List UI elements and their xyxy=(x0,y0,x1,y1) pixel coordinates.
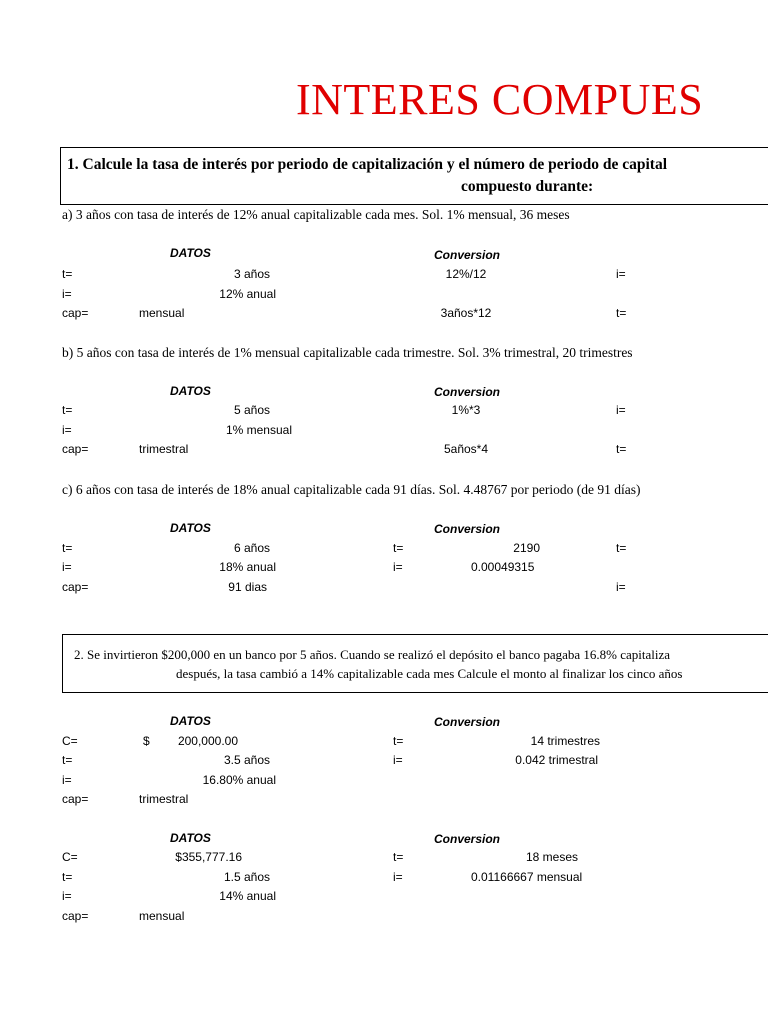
result-t-label-a: t= xyxy=(616,306,627,320)
datos-label-c: DATOS xyxy=(170,521,211,535)
i-label-c: i= xyxy=(62,560,72,574)
cap-value-b: trimestral xyxy=(139,442,189,456)
cap-label-b: cap= xyxy=(62,442,89,456)
i-value-2a: 16.80% anual xyxy=(202,773,276,787)
i-value-a: 12% anual xyxy=(219,287,276,301)
i-label-b: i= xyxy=(62,423,72,437)
result-t-label-c: t= xyxy=(616,541,627,555)
i-value-b: 1% mensual xyxy=(225,423,292,437)
problem-2-line-2: después, la tasa cambió a 14% capitalizable cada mes Calcule el monto al finalizar los cinco años xyxy=(176,666,683,681)
conv-t-label-c: t= xyxy=(393,541,404,555)
result-i-label-b: i= xyxy=(616,403,626,417)
result-t-label-b: t= xyxy=(616,442,627,456)
cap-value-2a: trimestral xyxy=(139,792,189,806)
problem-2-box xyxy=(62,634,768,693)
problem-1-line-2: compuesto durante: xyxy=(461,178,594,195)
conv-t-label-2b: t= xyxy=(393,850,404,864)
conversion-label-b: Conversion xyxy=(434,385,501,399)
t-value-a: 3 años xyxy=(233,267,270,281)
conversion-label-a: Conversion xyxy=(434,248,501,262)
conversion-rate-a: 12%/12 xyxy=(445,267,487,281)
conversion-rate-b: 1%*3 xyxy=(451,403,481,417)
conv-i-label-2b: i= xyxy=(393,870,403,884)
t-label-a: t= xyxy=(62,267,73,281)
conversion-label-2b: Conversion xyxy=(434,832,501,846)
cap-label-a: cap= xyxy=(62,306,89,320)
conversion-label-c: Conversion xyxy=(434,522,501,536)
conv-t-label-2a: t= xyxy=(393,734,404,748)
cap-label-c: cap= xyxy=(62,580,89,594)
i-value-c: 18% anual xyxy=(219,560,276,574)
cap-value-a: mensual xyxy=(139,306,185,320)
cap-label-2b: cap= xyxy=(62,909,89,923)
conv-i-value-c: 0.00049315 xyxy=(471,560,535,574)
cap-value-c: 91 dias xyxy=(228,580,267,594)
t-value-2b: 1.5 años xyxy=(223,870,270,884)
c-label-2a: C= xyxy=(62,734,78,748)
i-value-2b: 14% anual xyxy=(219,889,276,903)
cap-label-2a: cap= xyxy=(62,792,89,806)
t-value-2a: 3.5 años xyxy=(223,753,270,767)
problem-2-line-1: 2. Se invirtieron $200,000 en un banco por 5 años. Cuando se realizó el depósito el banco pagaba 16.8% capitaliza xyxy=(74,647,671,662)
cap-value-2b: mensual xyxy=(139,909,185,923)
c-label-2b: C= xyxy=(62,850,78,864)
c-value-2b: $355,777.16 xyxy=(175,850,242,864)
problem-1-box xyxy=(60,147,768,205)
conv-t-value-c: 2190 xyxy=(513,541,540,555)
statement-a: a) 3 años con tasa de interés de 12% anual capitalizable cada mes. Sol. 1% mensual, 36 meses xyxy=(62,207,570,222)
conv-t-value-2a: 14 trimestres xyxy=(530,734,600,748)
conv-i-value-2a: 0.042 trimestral xyxy=(515,753,598,767)
conversion-time-a: 3años*12 xyxy=(440,306,492,320)
conv-i-label-2a: i= xyxy=(393,753,403,767)
t-value-b: 5 años xyxy=(233,403,270,417)
page-title: INTERES COMPUES xyxy=(296,75,704,124)
problem-1-line-1: 1. Calcule la tasa de interés por periodo de capitalización y el número de periodo de capital xyxy=(67,156,668,173)
conversion-label-2a: Conversion xyxy=(434,715,501,729)
i-label-2a: i= xyxy=(62,773,72,787)
c-value-2a: 200,000.00 xyxy=(177,734,238,748)
t-label-2b: t= xyxy=(62,870,73,884)
statement-c: c) 6 años con tasa de interés de 18% anual capitalizable cada 91 días. Sol. 4.48767 por periodo (de 91 días) xyxy=(62,482,641,497)
conv-t-value-2b: 18 meses xyxy=(525,850,578,864)
result-i-label-c: i= xyxy=(616,580,626,594)
conv-i-label-c: i= xyxy=(393,560,403,574)
i-label-a: i= xyxy=(62,287,72,301)
datos-label-2a: DATOS xyxy=(170,714,211,728)
conv-i-value-2b: 0.01166667 mensual xyxy=(471,870,583,884)
t-value-c: 6 años xyxy=(233,541,270,555)
result-i-label-a: i= xyxy=(616,267,626,281)
datos-label-b: DATOS xyxy=(170,384,211,398)
statement-b: b) 5 años con tasa de interés de 1% mensual capitalizable cada trimestre. Sol. 3% trimestral, 20 trimestres xyxy=(62,345,633,360)
conversion-time-b: 5años*4 xyxy=(443,442,489,456)
currency-symbol-2a: $ xyxy=(143,734,150,748)
datos-label-2b: DATOS xyxy=(170,831,211,845)
t-label-2a: t= xyxy=(62,753,73,767)
t-label-c: t= xyxy=(62,541,73,555)
datos-label-a: DATOS xyxy=(170,246,211,260)
i-label-2b: i= xyxy=(62,889,72,903)
t-label-b: t= xyxy=(62,403,73,417)
